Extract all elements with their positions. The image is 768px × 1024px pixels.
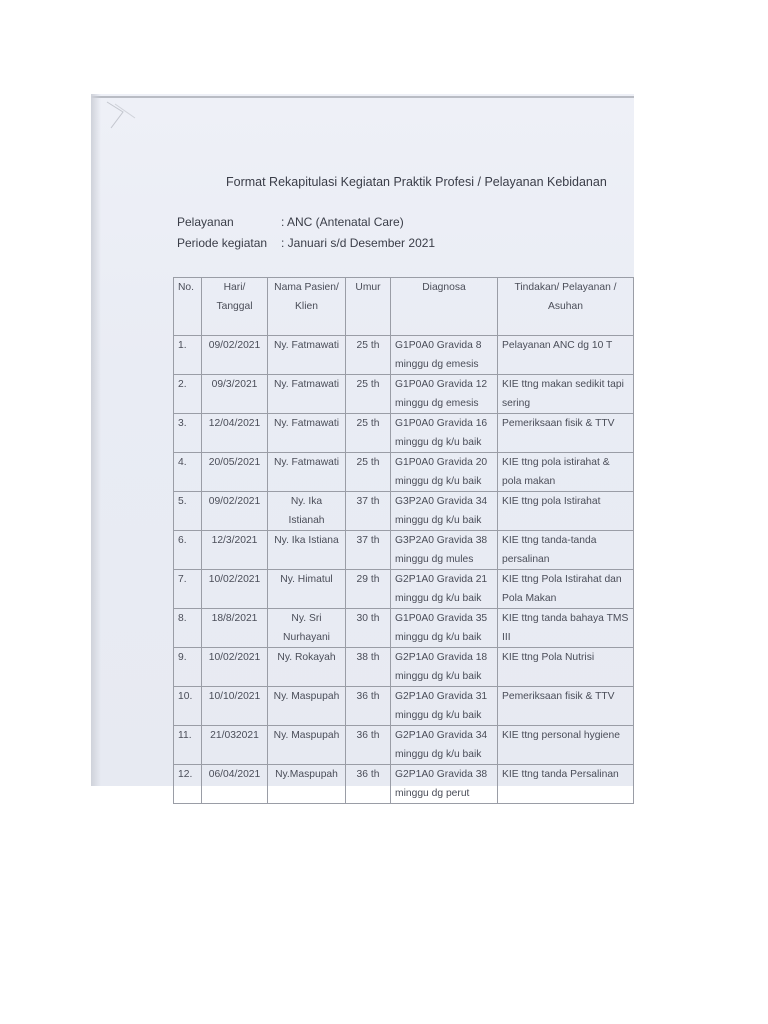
scan-shadow [91, 94, 101, 786]
cell-action: KIE ttng pola Istirahat [498, 492, 634, 531]
cell-date: 21/032021 [202, 726, 268, 765]
cell-no: 4. [174, 453, 202, 492]
cell-action: KIE ttng makan sedikit tapi sering [498, 375, 634, 414]
cell-no: 11. [174, 726, 202, 765]
cell-diagnosis: G1P0A0 Gravida 16 minggu dg k/u baik [391, 414, 498, 453]
cell-patient: Ny. Fatmawati [268, 336, 346, 375]
cell-patient: Ny. Fatmawati [268, 414, 346, 453]
cell-diagnosis: G2P1A0 Gravida 21 minggu dg k/u baik [391, 570, 498, 609]
table-row [174, 726, 634, 765]
cell-date: 10/10/2021 [202, 687, 268, 726]
paper-fold-mark [105, 100, 145, 130]
document-title: Format Rekapitulasi Kegiatan Praktik Profesi / Pelayanan Kebidanan [226, 175, 607, 189]
meta-service [177, 215, 404, 229]
cell-age: 29 th [346, 570, 391, 609]
cell-date: 09/3/2021 [202, 375, 268, 414]
cell-date: 12/04/2021 [202, 414, 268, 453]
cell-age: 36 th [346, 726, 391, 765]
meta-period-value: : Januari s/d Desember 2021 [281, 236, 436, 250]
table-row [174, 687, 634, 726]
cell-action: Pemeriksaan fisik & TTV [498, 414, 634, 453]
cell-date: 06/04/2021 [202, 765, 268, 804]
cell-no: 9. [174, 648, 202, 687]
cell-action: KIE ttng Pola Istirahat dan Pola Makan [498, 570, 634, 609]
cell-patient: Ny. Sri Nurhayani [268, 609, 346, 648]
table-row [174, 375, 634, 414]
cell-action: KIE ttng personal hygiene [498, 726, 634, 765]
cell-no: 3. [174, 414, 202, 453]
header-date: Hari/ Tanggal [202, 278, 268, 336]
table-row [174, 609, 634, 648]
cell-date: 10/02/2021 [202, 570, 268, 609]
header-no: No. [174, 278, 202, 336]
meta-period [177, 236, 435, 250]
cell-action: Pemeriksaan fisik & TTV [498, 687, 634, 726]
table-row [174, 531, 634, 570]
cell-no: 2. [174, 375, 202, 414]
cell-action: KIE ttng Pola Nutrisi [498, 648, 634, 687]
cell-no: 12. [174, 765, 202, 804]
cell-diagnosis: G2P1A0 Gravida 34 minggu dg k/u baik [391, 726, 498, 765]
cell-no: 6. [174, 531, 202, 570]
cell-no: 8. [174, 609, 202, 648]
cell-patient: Ny. Himatul [268, 570, 346, 609]
cell-date: 20/05/2021 [202, 453, 268, 492]
table-row [174, 453, 634, 492]
cell-diagnosis: G2P1A0 Gravida 31 minggu dg k/u baik [391, 687, 498, 726]
cell-diagnosis: G3P2A0 Gravida 38 minggu dg mules [391, 531, 498, 570]
scan-edge [91, 96, 634, 98]
scanned-document [91, 94, 634, 799]
header-patient: Nama Pasien/ Klien [268, 278, 346, 336]
table-row [174, 492, 634, 531]
cell-no: 5. [174, 492, 202, 531]
recap-table [173, 277, 634, 804]
cell-patient: Ny.Maspupah [268, 765, 346, 804]
cell-patient: Ny. Fatmawati [268, 375, 346, 414]
header-action: Tindakan/ Pelayanan / Asuhan [498, 278, 634, 336]
meta-service-label: Pelayanan [177, 215, 234, 229]
table-row [174, 765, 634, 804]
cell-age: 36 th [346, 765, 391, 804]
table-body [174, 336, 634, 804]
cell-diagnosis: G3P2A0 Gravida 34 minggu dg k/u baik [391, 492, 498, 531]
meta-period-label: Periode kegiatan [177, 236, 268, 250]
cell-action: KIE ttng tanda bahaya TMS III [498, 609, 634, 648]
cell-date: 12/3/2021 [202, 531, 268, 570]
table-row [174, 336, 634, 375]
cell-date: 09/02/2021 [202, 492, 268, 531]
cell-age: 36 th [346, 687, 391, 726]
cell-action: Pelayanan ANC dg 10 T [498, 336, 634, 375]
cell-age: 37 th [346, 492, 391, 531]
cell-date: 09/02/2021 [202, 336, 268, 375]
cell-age: 25 th [346, 375, 391, 414]
cell-patient: Ny. Fatmawati [268, 453, 346, 492]
meta-service-value: : ANC (Antenatal Care) [281, 215, 404, 229]
cell-action: KIE ttng tanda-tanda persalinan [498, 531, 634, 570]
cell-patient: Ny. Ika Istiana [268, 531, 346, 570]
cell-diagnosis: G1P0A0 Gravida 20 minggu dg k/u baik [391, 453, 498, 492]
cell-diagnosis: G1P0A0 Gravida 35 minggu dg k/u baik [391, 609, 498, 648]
cell-date: 18/8/2021 [202, 609, 268, 648]
cell-diagnosis: G1P0A0 Gravida 12 minggu dg emesis [391, 375, 498, 414]
cell-age: 37 th [346, 531, 391, 570]
cell-diagnosis: G1P0A0 Gravida 8 minggu dg emesis [391, 336, 498, 375]
cell-age: 30 th [346, 609, 391, 648]
header-age: Umur [346, 278, 391, 336]
cell-patient: Ny. Maspupah [268, 687, 346, 726]
cell-age: 38 th [346, 648, 391, 687]
cell-diagnosis: G2P1A0 Gravida 38 minggu dg perut [391, 765, 498, 804]
cell-action: KIE ttng tanda Persalinan [498, 765, 634, 804]
table-row [174, 570, 634, 609]
cell-date: 10/02/2021 [202, 648, 268, 687]
table-row [174, 414, 634, 453]
cell-age: 25 th [346, 453, 391, 492]
cell-no: 10. [174, 687, 202, 726]
cell-age: 25 th [346, 336, 391, 375]
cell-diagnosis: G2P1A0 Gravida 18 minggu dg k/u baik [391, 648, 498, 687]
cell-patient: Ny. Ika Istianah [268, 492, 346, 531]
cell-patient: Ny. Rokayah [268, 648, 346, 687]
table-header-row [174, 278, 634, 336]
cell-action: KIE ttng pola istirahat & pola makan [498, 453, 634, 492]
header-diagnosis: Diagnosa [391, 278, 498, 336]
table-row [174, 648, 634, 687]
cell-patient: Ny. Maspupah [268, 726, 346, 765]
cell-age: 25 th [346, 414, 391, 453]
cell-no: 7. [174, 570, 202, 609]
cell-no: 1. [174, 336, 202, 375]
